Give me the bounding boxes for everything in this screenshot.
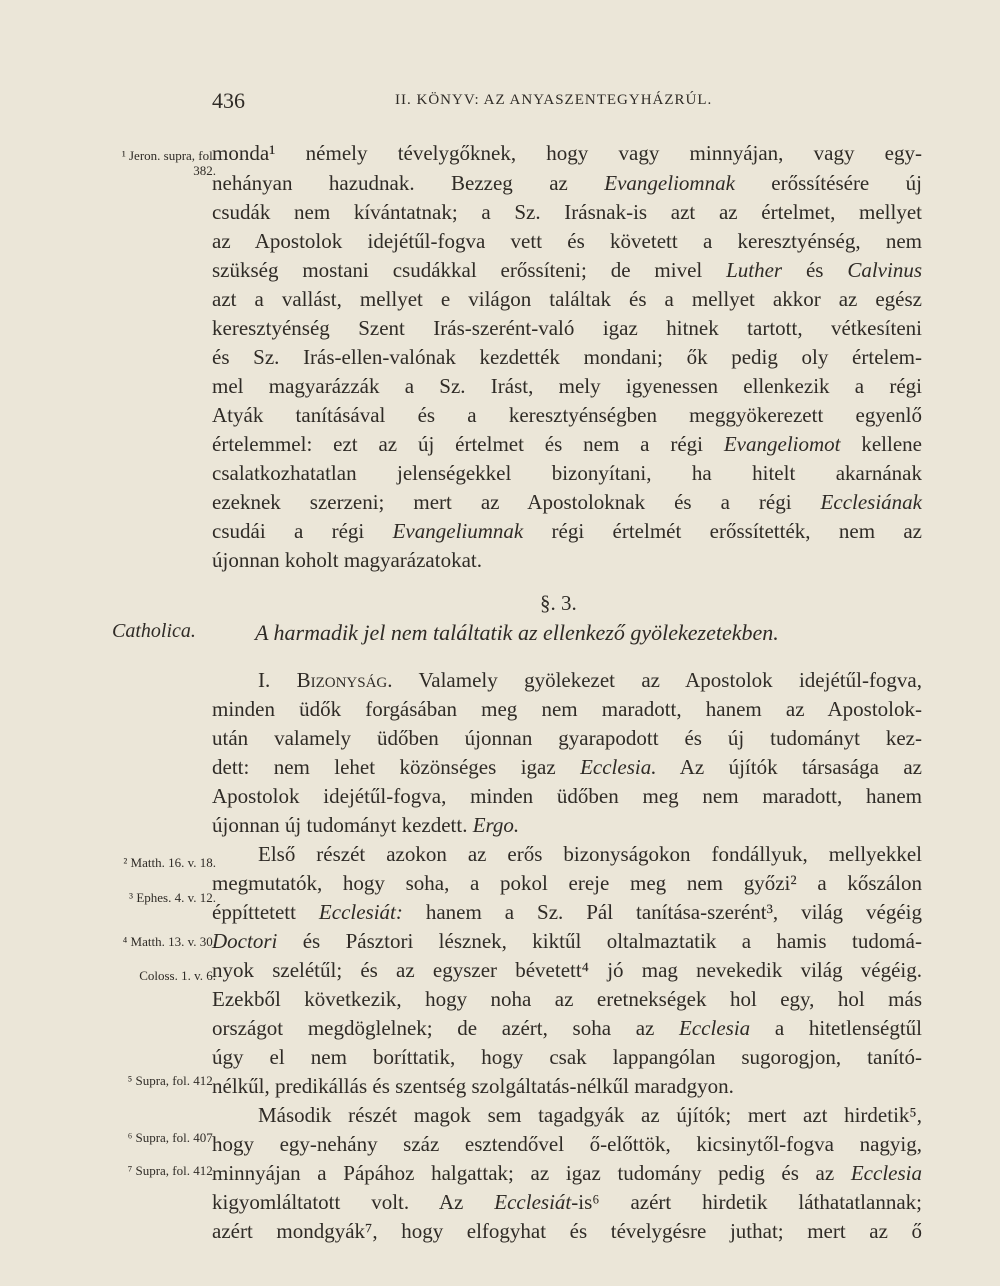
text-line: csalatkozhatatlan jelenségekkel bizonyítani, ha hitelt akarnának [212, 461, 922, 485]
margin-note-supra-407: ⁶ Supra, fol. 407. [127, 1130, 216, 1145]
text-line: keresztyénség Szent Irás-szerént-való igaz hitnek tartott, vétkesíteni [212, 316, 922, 340]
text-line: Második részét magok sem tagadgyák az újítók; mert azt hirdetik⁵, [258, 1103, 922, 1127]
margin-note-matth13: ⁴ Matth. 13. v. 30. [122, 934, 216, 949]
page-number: 436 [212, 88, 245, 113]
margin-note-jeron: ¹ Jeron. supra, fol. 382. [121, 148, 216, 178]
text-line: dett: nem lehet közönséges igaz Ecclesia. Az újítók társasága az [212, 755, 922, 779]
section-number: §. 3. [540, 591, 577, 615]
text-line: Doctori és Pásztori lésznek, kiktűl oltalmaztatik a hamis tudomá- [212, 929, 922, 953]
text-line: Atyák tanításával és a keresztyénségben meggyökerezett egyenlő [212, 403, 922, 427]
margin-note-ephes: ³ Ephes. 4. v. 12. [129, 890, 216, 905]
text-line: mel magyarázzák a Sz. Irást, mely igyenessen ellenkezik a régi [212, 374, 922, 398]
text-line: hogy egy-nehány száz esztendővel ő-előttök, kicsinytől-fogva nagyig, [212, 1132, 922, 1156]
running-head: II. KÖNYV: AZ ANYASZENTEGYHÁZRÚL. [395, 92, 713, 108]
margin-note-coloss: Coloss. 1. v. 6. [139, 968, 216, 983]
margin-label-catholica: Catholica. [112, 620, 196, 642]
text-line: ezeknek szerzeni; mert az Apostoloknak és a régi Ecclesiának [212, 490, 922, 514]
text-line: az Apostolok idejétűl-fogva vett és követett a keresztyénség, nem [212, 229, 922, 253]
text-line: Ezekből következik, hogy noha az eretnekségek hol egy, hol más [212, 987, 922, 1011]
text-line: I. Bizonyság. Valamely gyölekezet az Apostolok idejétűl-fogva, [258, 668, 923, 692]
text-line: szükség mostani csudákkal erőssíteni; de mivel Luther és Calvinus [212, 258, 922, 282]
text-line: Apostolok idejétűl-fogva, minden üdőben meg nem maradott, hanem [212, 784, 922, 808]
text-line: után valamely üdőben újonnan gyarapodott és új tudományt kez- [212, 726, 922, 750]
text-line: kigyomláltatott volt. Az Ecclesiát-is⁶ azért hirdetik láthatatlannak; [212, 1190, 922, 1214]
text-line: úgy el nem boríttatik, hogy csak lappangólan sugorogjon, tanító- [212, 1045, 922, 1069]
text-line: nélkűl, predikállás és szentség szolgáltatás-nélkűl maradgyon. [212, 1074, 734, 1098]
text-line: országot megdöglelnek; de azért, soha az Ecclesia a hitetlenségtűl [212, 1016, 922, 1040]
text-line: nyok szelétűl; és az egyszer bévetett⁴ jó mag nevekedik világ végéig. [212, 958, 922, 982]
text-line: Első részét azokon az erős bizonyságokon fondállyuk, mellyekkel [258, 842, 922, 866]
text-line: újonnan új tudományt kezdett. Ergo. [212, 813, 520, 837]
text-line: monda¹ némely tévelygőknek, hogy vagy minnyájan, vagy egy- [212, 141, 922, 165]
text-line: megmutatók, hogy soha, a pokol ereje meg nem győzi² a kőszálon [212, 871, 922, 895]
text-line: és Sz. Irás-ellen-valónak kezdették mondani; ők pedig oly értelem- [212, 345, 922, 369]
section-title: A harmadik jel nem találtatik az ellenkező gyölekezetekben. [255, 620, 779, 645]
text-line: minden üdők forgásában meg nem maradott, hanem az Apostolok- [212, 697, 922, 721]
text-line: azt a vallást, mellyet e világon találtak és a mellyet akkor az egész [212, 287, 922, 311]
text-line: azért mondgyák⁷, hogy elfogyhat és tévelygésre juthat; mert az ő [212, 1219, 922, 1243]
margin-note-supra-412a: ⁵ Supra, fol. 412. [127, 1073, 216, 1088]
margin-note-supra-412b: ⁷ Supra, fol. 412. [127, 1163, 216, 1178]
text-line: éppíttetett Ecclesiát: hanem a Sz. Pál tanítása-szerént³, világ végéig [212, 900, 922, 924]
text-line: újonnan koholt magyarázatokat. [212, 548, 482, 572]
text-line: minnyájan a Pápához halgattak; az igaz tudomány pedig és az Ecclesia [212, 1161, 922, 1185]
text-line: csudák nem kívántatnak; a Sz. Irásnak-is azt az értelmet, mellyet [212, 200, 922, 224]
text-line: nehányan hazudnak. Bezzeg az Evangeliomnak erőssítésére új [212, 171, 923, 195]
margin-note-matth16: ² Matth. 16. v. 18. [123, 855, 216, 870]
text-line: csudái a régi Evangeliumnak régi értelmét erőssítették, nem az [212, 519, 922, 543]
text-line: értelemmel: ezt az új értelmet és nem a régi Evangeliomot kellene [212, 432, 922, 456]
